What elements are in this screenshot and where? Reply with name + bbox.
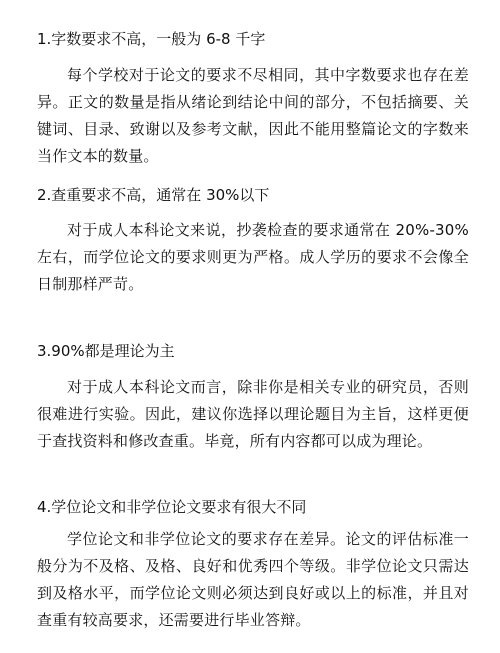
section-2-heading: 2.查重要求不高，通常在 30%以下 xyxy=(37,186,270,204)
section-3-heading: 3.90%都是理论为主 xyxy=(37,342,175,360)
section-1-heading: 1.字数要求不高，一般为 6-8 千字 xyxy=(37,30,266,48)
section-3-body: 对于成人本科论文而言，除非你是相关专业的研究员，否则很难进行实验。因此，建议你选择以理论题目为主旨，这样更便于查找资料和修改查重。毕竟，所有内容都可以成为理论。 xyxy=(37,378,469,450)
section-1-body: 每个学校对于论文的要求不尽相同，其中字数要求也存在差异。正文的数量是指从绪论到结论中间的部分，不包括摘要、关键词、目录、致谢以及参考文献，因此不能用整篇论文的字数来当作文本的数量。 xyxy=(37,66,469,165)
section-2-body: 对于成人本科论文来说，抄袭检查的要求通常在 20%-30%左右，而学位论文的要求则更为严格。成人学历的要求不会像全日制那样严苛。 xyxy=(37,221,469,293)
section-4-body: 学位论文和非学位论文的要求存在差异。论文的评估标准一般分为不及格、及格、良好和优秀四个等级。非学位论文只需达到及格水平，而学位论文则必须达到良好或以上的标准，并且对查重有较高要求，还需要进行毕业答辩。 xyxy=(37,530,469,629)
section-4-heading: 4.学位论文和非学位论文要求有很大不同 xyxy=(37,498,307,516)
